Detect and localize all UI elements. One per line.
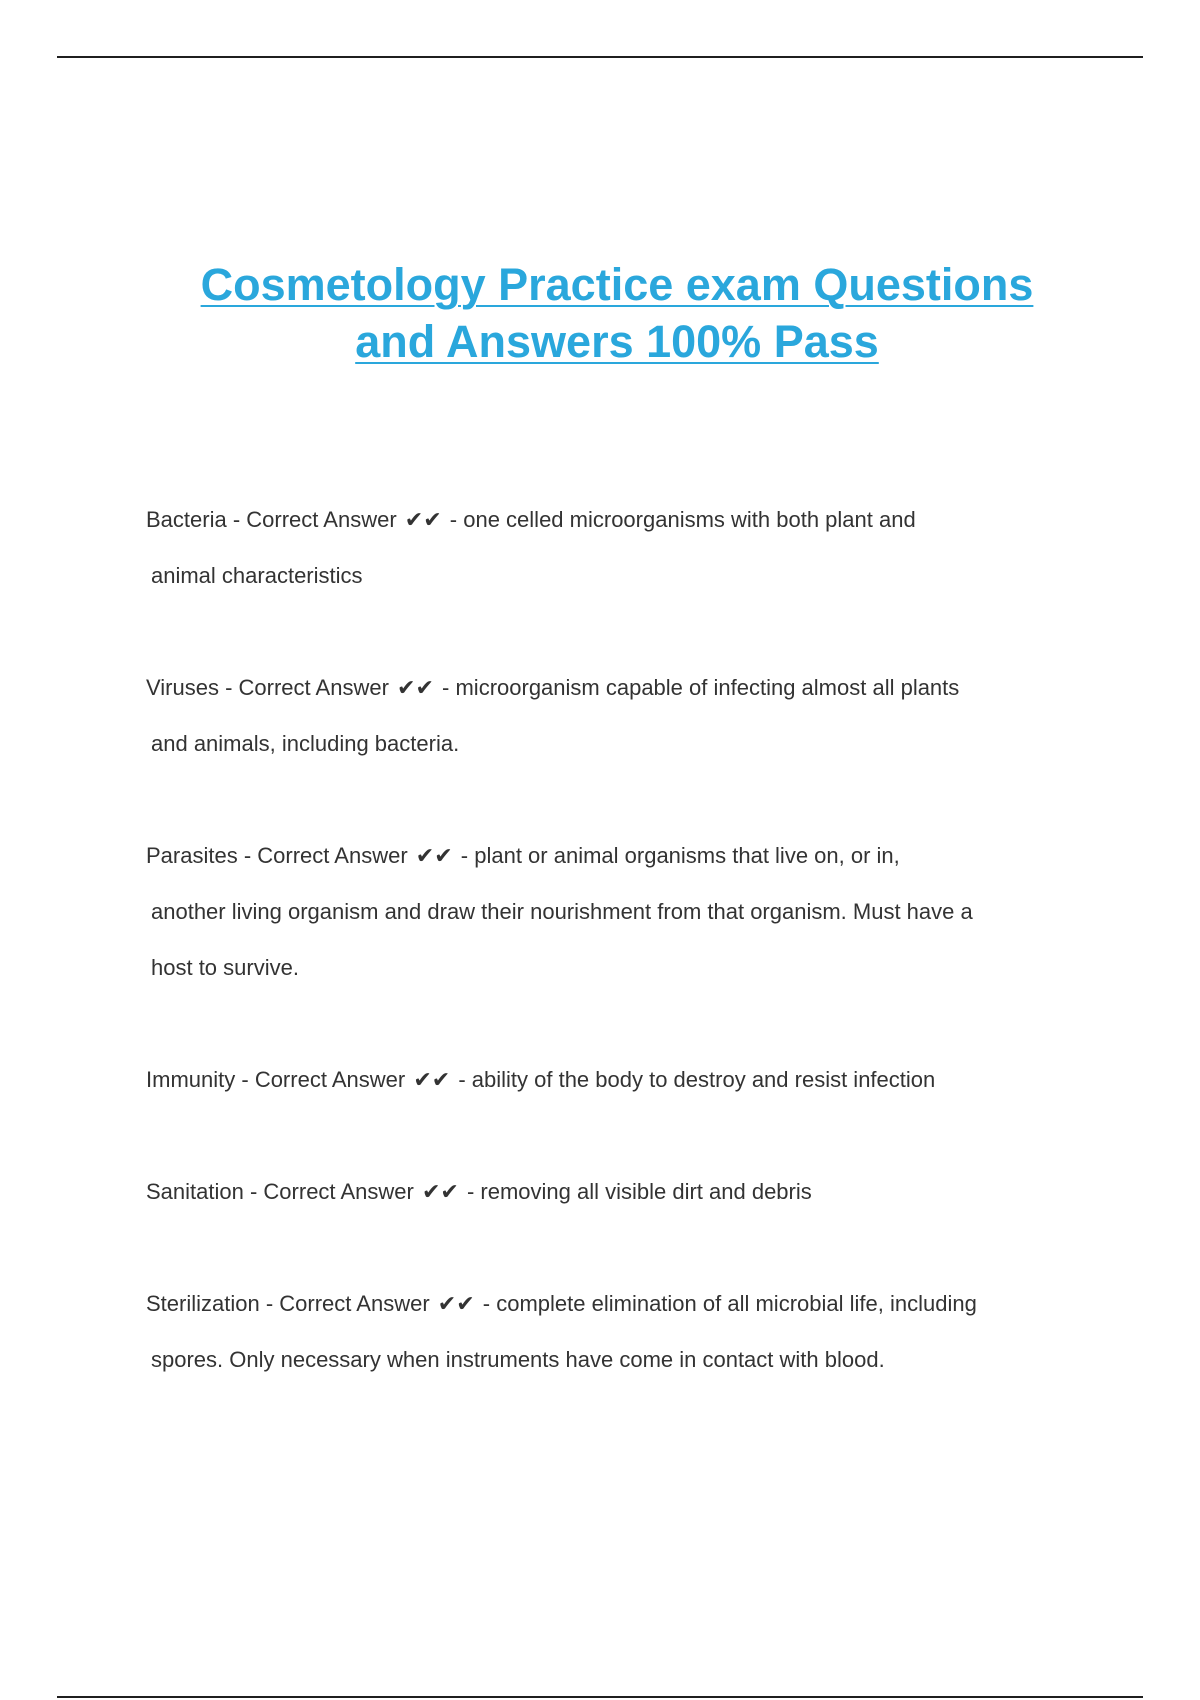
entry-term: Sanitation	[146, 1179, 244, 1204]
check-marks-icon: ✔✔	[421, 1179, 459, 1204]
title-line-1: Cosmetology Practice exam Questions	[200, 259, 1034, 310]
title-line-2: and Answers 100% Pass	[355, 316, 879, 367]
entry-term: Parasites	[146, 843, 238, 868]
entry-term: Sterilization	[146, 1291, 260, 1316]
entry-definition: - complete elimination of all microbial life, including	[482, 1291, 977, 1316]
answer-label: - Correct Answer	[225, 675, 389, 700]
entry-line-2: another living organism and draw their nourishment from that organism. Must have a	[151, 899, 973, 924]
entry-term: Immunity	[146, 1067, 236, 1092]
qa-list	[146, 492, 1096, 1444]
entry-definition: - removing all visible dirt and debris	[466, 1179, 812, 1204]
qa-entry-immunity	[146, 1052, 1096, 1108]
entry-line-1	[146, 1052, 1096, 1108]
entry-line-3: host to survive.	[151, 955, 299, 980]
check-marks-icon: ✔✔	[415, 843, 453, 868]
top-rule	[57, 56, 1143, 58]
entry-line-2: animal characteristics	[151, 563, 363, 588]
entry-line-1	[146, 1164, 1096, 1220]
entry-line-1	[146, 828, 1096, 884]
entry-line-1	[146, 660, 1096, 716]
entry-definition: - microorganism capable of infecting almost all plants	[442, 675, 960, 700]
entry-definition: - one celled microorganisms with both plant and	[449, 507, 916, 532]
qa-entry-bacteria	[146, 492, 1096, 604]
answer-label: - Correct Answer	[243, 843, 408, 868]
entry-term: Bacteria	[146, 507, 227, 532]
check-marks-icon: ✔✔	[437, 1291, 475, 1316]
answer-label: - Correct Answer	[232, 507, 397, 532]
document-title	[120, 256, 1114, 370]
answer-label: - Correct Answer	[265, 1291, 430, 1316]
entry-definition: - plant or animal organisms that live on, or in,	[460, 843, 900, 868]
qa-entry-parasites	[146, 828, 1096, 996]
qa-entry-sanitation	[146, 1164, 1096, 1220]
entry-line-2: spores. Only necessary when instruments have come in contact with blood.	[151, 1347, 885, 1372]
entry-definition: - ability of the body to destroy and resist infection	[458, 1067, 936, 1092]
entry-line-2: and animals, including bacteria.	[151, 731, 460, 756]
answer-label: - Correct Answer	[241, 1067, 406, 1092]
entry-line-1	[146, 492, 1096, 548]
bottom-rule	[57, 1696, 1143, 1698]
check-marks-icon: ✔✔	[413, 1067, 451, 1092]
qa-entry-sterilization	[146, 1276, 1096, 1388]
entry-line-1	[146, 1276, 1096, 1332]
qa-entry-viruses	[146, 660, 1096, 772]
check-marks-icon: ✔✔	[397, 675, 434, 700]
check-marks-icon: ✔✔	[404, 507, 442, 532]
entry-term: Viruses	[146, 675, 219, 700]
answer-label: - Correct Answer	[249, 1179, 414, 1204]
